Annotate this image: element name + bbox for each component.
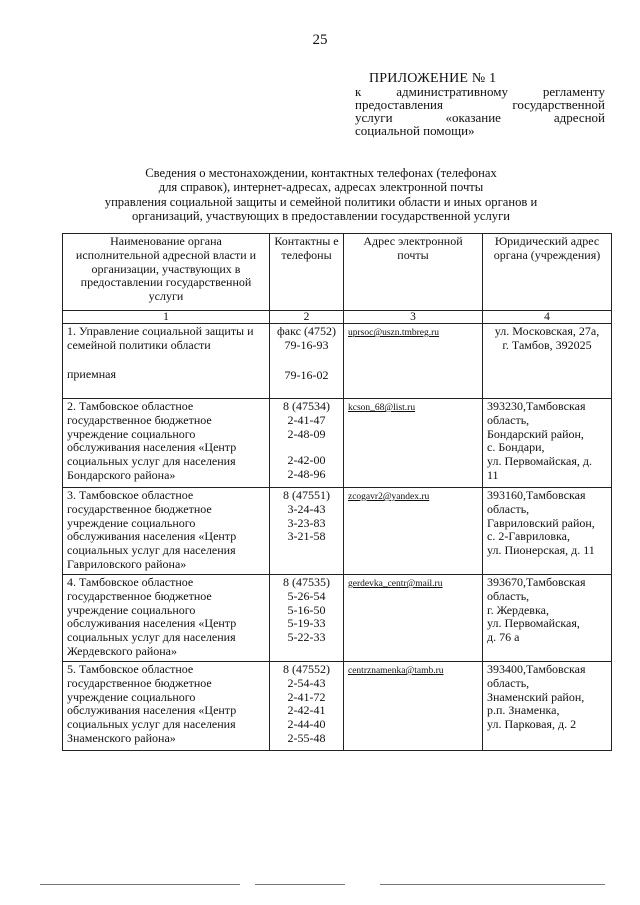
address-line: область, (487, 412, 530, 427)
agency-name: 2. Тамбовское областное государственное бюджетное учреждение социального обслуживания населения «Центр социальных услуг для населения Бондарского района» (67, 399, 237, 482)
info-line: организаций, участвующих в предоставлении государственной услуги (131, 209, 511, 224)
address-line: 393230,Тамбовская (487, 399, 586, 413)
address-line: область, (487, 675, 530, 690)
header-agency-name: Наименование органа исполнительной адресной власти и организации, участвующих в предоставлении государственной услуги (63, 234, 270, 311)
address-line: Бондарский район, (487, 426, 584, 441)
table-row (63, 488, 612, 575)
address-line: ул. Парковая, д. 2 (487, 717, 577, 732)
agency-cell (63, 662, 270, 751)
agency-name-extra: приемная (67, 366, 117, 381)
appendix-line: социальной помощи» (355, 123, 475, 138)
table-header-row (63, 234, 612, 311)
column-number: 4 (483, 311, 612, 324)
info-line: управления социальной защиты и семейной политики области и иных органов и (104, 194, 538, 209)
page-number: 25 (312, 32, 328, 48)
appendix-line: предоставления государственной (355, 97, 605, 112)
email-link[interactable]: kcson_68@list.ru (348, 403, 416, 413)
phone: 79-16-93 (284, 337, 329, 352)
phone: 2-42-41 (287, 703, 326, 718)
column-number-row (63, 311, 612, 324)
email-link[interactable]: uprsoc@uszn.tmbreg.ru (348, 328, 440, 338)
footer-divider (40, 884, 240, 885)
appendix-title: ПРИЛОЖЕНИЕ № 1 (369, 71, 497, 86)
address-line: р.п. Знаменка, (487, 703, 560, 718)
phone: 2-48-09 (287, 426, 326, 441)
address-line: область, (487, 501, 530, 516)
address-line: 393670,Тамбовская (487, 575, 586, 589)
appendix-header (355, 72, 605, 137)
footer-divider (255, 884, 345, 885)
info-line: Сведения о местонахождении, контактных телефонах (телефонах (145, 166, 497, 180)
column-number: 2 (270, 311, 344, 324)
email-link[interactable]: centrznamenka@tamb.ru (348, 666, 444, 676)
footer-divider (380, 884, 605, 885)
phone: 5-16-50 (287, 602, 326, 617)
agency-cell (63, 399, 270, 488)
phone: 5-19-33 (287, 616, 326, 631)
phone: 8 (47551) (283, 488, 330, 502)
agency-name: 5. Тамбовское областное государственное бюджетное учреждение социального обслуживания населения «Центр социальных услуг для населения Знаменского района» (67, 662, 237, 745)
address-cell (483, 488, 612, 575)
table-row (63, 399, 612, 488)
address-line: область, (487, 588, 530, 603)
agencies-table (62, 233, 612, 751)
address-line: г. Жердевка, (487, 602, 549, 617)
header-email: Адрес электронной почты (344, 234, 483, 311)
address-line: ул. Московская, 27а, (494, 324, 600, 338)
address-line: с. Бондари, (487, 440, 545, 455)
agency-cell (63, 324, 270, 399)
address-line: ул. Пионерская, д. 11 (487, 543, 595, 558)
phones-cell (270, 399, 344, 488)
table-row (63, 662, 612, 751)
address-cell (483, 662, 612, 751)
header-address: Юридический адрес органа (учреждения) (483, 234, 612, 311)
address-line: 393160,Тамбовская (487, 488, 586, 502)
address-line: д. 76 а (487, 630, 520, 645)
address-line: Гавриловский район, (487, 515, 595, 530)
appendix-line: к административному регламенту (355, 84, 605, 99)
column-number: 1 (63, 311, 270, 324)
address-line: 11 (487, 467, 499, 482)
agency-name: 3. Тамбовское областное государственное бюджетное учреждение социального обслуживания населения «Центр социальных услуг для населения Гавриловского района» (67, 488, 237, 571)
email-cell (344, 399, 483, 488)
email-link[interactable]: gerdevka_centr@mail.ru (348, 579, 443, 589)
address-line: ул. Первомайская, (487, 616, 580, 631)
email-link[interactable]: zcogavr2@yandex.ru (348, 492, 430, 502)
email-cell (344, 662, 483, 751)
agency-cell (63, 488, 270, 575)
address-line: ул. Первомайская, д. (487, 454, 592, 469)
phone: 8 (47535) (283, 575, 330, 589)
phone: 2-41-47 (287, 412, 326, 427)
agency-name: 1. Управление социальной защиты и семейной политики области (67, 324, 254, 352)
header-phones: Контактны е телефоны (270, 234, 344, 311)
address-cell (483, 575, 612, 662)
phone: 2-48-96 (287, 467, 326, 482)
address-line: с. 2-Гавриловка, (487, 529, 571, 544)
phone: 2-55-48 (287, 730, 326, 745)
address-line: г. Тамбов, 392025 (502, 337, 592, 352)
info-line: для справок), интернет-адресах, адресах электронной почты (158, 180, 484, 195)
phones-cell (270, 324, 344, 399)
phones-cell (270, 662, 344, 751)
phone: 2-42-00 (287, 453, 326, 468)
phones-cell (270, 488, 344, 575)
address-cell (483, 399, 612, 488)
phone: 8 (47552) (283, 662, 330, 676)
info-description (90, 166, 552, 224)
table-row (63, 324, 612, 399)
phones-cell (270, 575, 344, 662)
email-cell (344, 488, 483, 575)
email-cell (344, 324, 483, 399)
phone: 8 (47534) (283, 399, 330, 413)
agency-cell (63, 575, 270, 662)
phone: 3-21-58 (287, 529, 326, 544)
agency-name: 4. Тамбовское областное государственное бюджетное учреждение социального обслуживания населения «Центр социальных услуг для населения Жердевского района» (67, 575, 237, 658)
phone: 5-26-54 (287, 588, 326, 603)
phone: 3-23-83 (287, 515, 326, 530)
column-number: 3 (344, 311, 483, 324)
address-line: 393400,Тамбовская (487, 662, 586, 676)
phone: 2-54-43 (287, 675, 326, 690)
phone: 79-16-02 (284, 367, 329, 382)
email-cell (344, 575, 483, 662)
phone: 3-24-43 (287, 501, 326, 516)
phone: факс (4752) (277, 324, 336, 338)
phone: 5-22-33 (287, 630, 326, 645)
phone: 2-44-40 (287, 717, 326, 732)
table-row (63, 575, 612, 662)
phone: 2-41-72 (287, 689, 326, 704)
address-line: Знаменский район, (487, 689, 585, 704)
appendix-line: услуги «оказание адресной (355, 110, 605, 125)
address-cell (483, 324, 612, 399)
